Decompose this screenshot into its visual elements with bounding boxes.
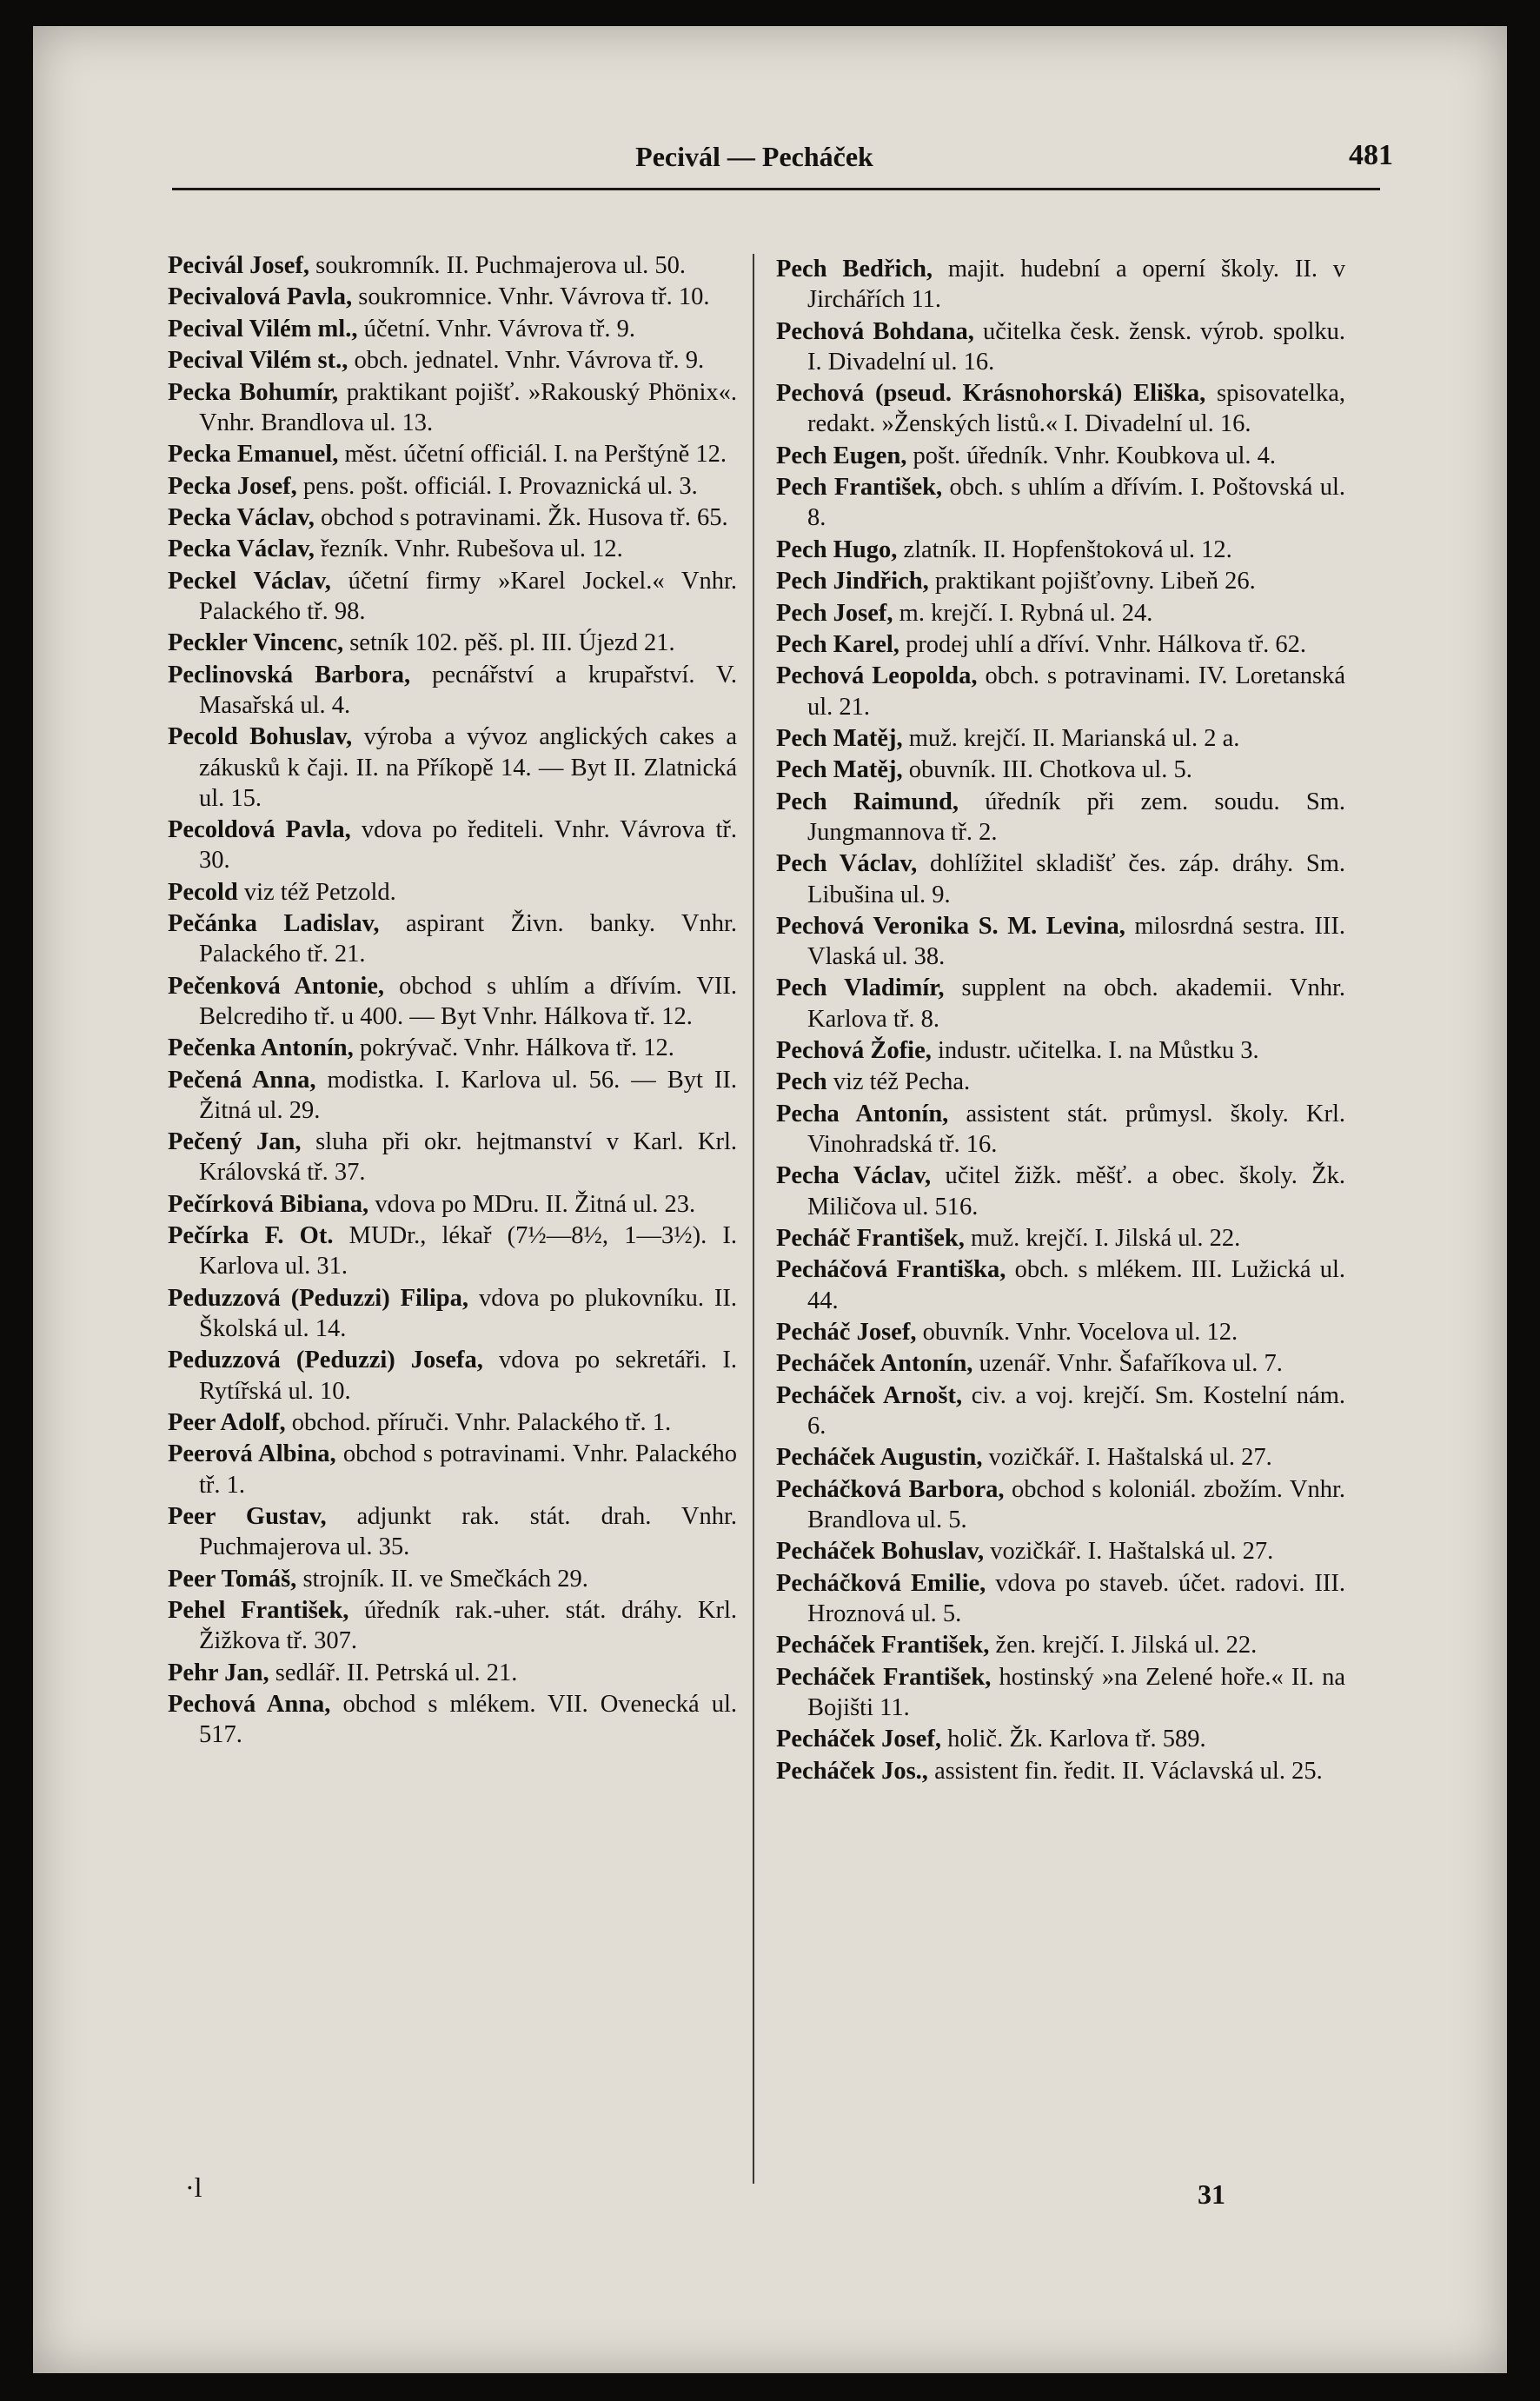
entry-name: Pehel František,	[168, 1596, 349, 1624]
entry-details: prodej uhlí a dříví. Vnhr. Hálkova tř. 62.	[906, 630, 1307, 658]
entry-name: Pecháček Josef,	[776, 1726, 941, 1753]
entry-details: pecnářství a krupařství. V. Masařská ul. 4.	[199, 661, 738, 719]
entry-name: Pecival Vilém ml.,	[168, 315, 358, 343]
directory-entry	[168, 314, 737, 344]
entry-details: civ. a voj. krejčí. Sm. Kostelní nám. 6.	[807, 1381, 1346, 1440]
directory-entry	[168, 660, 737, 721]
directory-entry	[168, 534, 737, 564]
entry-details: sedlář. II. Petrská ul. 21.	[275, 1659, 518, 1686]
entry-name: Pecha Antonín,	[776, 1100, 949, 1127]
directory-entry	[168, 1189, 737, 1220]
directory-entry	[776, 755, 1345, 785]
entry-details: m. krejčí. I. Rybná ul. 24.	[899, 599, 1153, 627]
entry-details: strojník. II. ve Smečkách 29.	[302, 1565, 588, 1593]
entry-name: Pech	[776, 1068, 827, 1096]
entry-name: Pecháč František,	[776, 1225, 965, 1253]
entry-name: Pechová Anna,	[168, 1690, 331, 1718]
entry-details: pens. pošt. officiál. I. Provaznická ul. 3.	[302, 472, 698, 500]
directory-entry	[168, 1689, 737, 1750]
entry-name: Pech Jindřich,	[776, 568, 929, 595]
entry-name: Pech Václav,	[776, 850, 918, 878]
entry-details: viz též Pecha.	[833, 1068, 971, 1096]
directory-entry	[168, 1033, 737, 1063]
entry-details: setník 102. pěš. pl. III. Újezd 21.	[349, 629, 675, 657]
entry-name: Pech Bedřich,	[776, 256, 933, 283]
entry-details: holič. Žk. Karlova tř. 589.	[947, 1726, 1206, 1753]
entry-name: Pečánka Ladislav,	[168, 910, 380, 938]
entry-name: Pecháček Antonín,	[776, 1350, 973, 1378]
entry-details: adjunkt rak. stát. drah. Vnhr. Puchmajerova ul. 35.	[199, 1503, 738, 1561]
entry-details: supplent na obch. akademii. Vnhr. Karlova tř. 8.	[807, 974, 1345, 1033]
directory-entry	[168, 1283, 737, 1344]
directory-entry	[168, 1127, 737, 1187]
entry-details: uzenář. Vnhr. Šafaříkova ul. 7.	[979, 1350, 1283, 1378]
entry-details: obchod s mlékem. VII. Ovenecká ul. 517.	[199, 1690, 737, 1749]
entry-details: obchod s koloniál. zbožím. Vnhr. Brandlova ul. 5.	[807, 1475, 1346, 1533]
directory-entry	[776, 848, 1345, 909]
directory-entry	[776, 254, 1345, 315]
entry-name: Pecoldová Pavla,	[168, 816, 351, 844]
entry-name: Pečený Jan,	[168, 1128, 302, 1156]
entry-details: vdova po řediteli. Vnhr. Vávrova tř. 30.	[199, 816, 737, 875]
entry-details: vozičkář. I. Haštalská ul. 27.	[990, 1538, 1274, 1566]
directory-entry	[168, 722, 737, 814]
directory-entry	[168, 439, 737, 469]
entry-details: žen. krejčí. I. Jilská ul. 22.	[995, 1632, 1258, 1659]
directory-entry	[776, 1662, 1345, 1723]
left-column	[168, 250, 737, 1752]
entry-details: MUDr., lékař (7½—8½, 1—3½). I. Karlova ul. 31.	[199, 1222, 737, 1280]
entry-name: Pechová Veronika S. M. Levina,	[776, 912, 1125, 940]
directory-entry	[776, 1380, 1345, 1441]
entry-details: zlatník. II. Hopfenštoková ul. 12.	[903, 535, 1232, 563]
footer-mark: ·l	[185, 2172, 202, 2203]
directory-entry	[776, 1254, 1345, 1315]
entry-name: Pecka Emanuel,	[168, 441, 339, 469]
directory-entry	[168, 628, 737, 658]
entry-name: Peduzzová (Peduzzi) Filipa,	[168, 1284, 469, 1312]
entry-name: Peer Adolf,	[168, 1409, 286, 1437]
directory-entry	[776, 661, 1345, 722]
entry-name: Pečenková Antonie,	[168, 972, 385, 1000]
directory-entry	[776, 629, 1345, 660]
entry-name: Pecold	[168, 878, 238, 906]
entry-details: obch. s uhlím a dřívím. I. Poštovská ul. 8.	[807, 474, 1346, 532]
directory-entry	[168, 566, 737, 627]
entry-details: aspirant Živn. banky. Vnhr. Palackého tř. 21.	[199, 910, 738, 968]
directory-entry	[776, 1035, 1345, 1066]
directory-entry	[776, 723, 1345, 754]
entry-details: vdova po MDru. II. Žitná ul. 23.	[375, 1190, 696, 1218]
directory-entry	[168, 971, 737, 1032]
directory-entry	[776, 566, 1345, 596]
page-number: 481	[1349, 139, 1393, 171]
signature-number: 31	[1198, 2178, 1225, 2210]
entry-name: Pecivalová Pavla,	[168, 283, 353, 311]
running-header: Pecivál — Pecháček	[635, 141, 873, 172]
entry-details: pošt. úředník. Vnhr. Koubkova ul. 4.	[913, 442, 1276, 469]
directory-entry	[168, 908, 737, 969]
entry-name: Pecháček František,	[776, 1663, 992, 1691]
entry-details: assistent stát. průmysl. školy. Krl. Vinohradská tř. 16.	[807, 1100, 1345, 1159]
header-rule	[172, 188, 1380, 190]
directory-entry	[776, 787, 1345, 848]
entry-name: Pechová (pseud. Krásnohorská) Eliška,	[776, 380, 1206, 408]
entry-name: Pehr Jan,	[168, 1659, 269, 1686]
entry-details: milosrdná sestra. III. Vlaská ul. 38.	[807, 912, 1346, 971]
entry-name: Pech František,	[776, 474, 943, 502]
entry-details: vdova po sekretáři. I. Rytířská ul. 10.	[199, 1347, 738, 1405]
directory-entry	[168, 1065, 737, 1126]
entry-details: obchod s uhlím a dřívím. VII. Belcrediho tř. u 400. — Byt Vnhr. Hálkova tř. 12.	[199, 972, 738, 1030]
entry-name: Pechová Žofie,	[776, 1037, 932, 1065]
directory-entry	[168, 282, 737, 312]
entry-name: Pečená Anna,	[168, 1066, 316, 1094]
entry-details: viz též Petzold.	[243, 878, 396, 906]
entry-name: Pech Hugo,	[776, 535, 898, 563]
entry-name: Pech Raimund,	[776, 788, 959, 815]
directory-entry	[168, 345, 737, 376]
directory-entry	[776, 1474, 1345, 1535]
entry-name: Pecháček Bohuslav,	[776, 1538, 985, 1566]
entry-name: Pecka Bohumír,	[168, 378, 339, 406]
entry-details: učitel žižk. měšť. a obec. školy. Žk. Miličova ul. 516.	[807, 1162, 1345, 1220]
entry-details: soukromnice. Vnhr. Vávrova tř. 10.	[358, 283, 710, 311]
directory-entry	[776, 911, 1345, 972]
entry-details: obuvník. Vnhr. Vocelova ul. 12.	[922, 1319, 1238, 1347]
entry-details: industr. učitelka. I. na Můstku 3.	[938, 1037, 1259, 1065]
entry-name: Peckel Václav,	[168, 567, 331, 595]
entry-details: výroba a vývoz anglických cakes a zákusků k čaji. II. na Příkopě 14. — Byt II. Zlatnická ul. 15.	[199, 723, 737, 812]
entry-name: Pech Karel,	[776, 630, 899, 658]
entry-details: pokrývač. Vnhr. Hálkova tř. 12.	[359, 1034, 674, 1062]
entry-details: obuvník. III. Chotkova ul. 5.	[908, 756, 1192, 784]
entry-details: muž. krejčí. I. Jilská ul. 22.	[971, 1225, 1241, 1253]
directory-entry	[776, 1536, 1345, 1566]
directory-entry	[168, 1220, 737, 1281]
entry-name: Pecháčková Barbora,	[776, 1475, 1005, 1503]
entry-name: Pecold Bohuslav,	[168, 723, 353, 751]
column-divider	[753, 254, 754, 2184]
directory-entry	[168, 815, 737, 875]
entry-details: vdova po staveb. účet. radovi. III. Hroznová ul. 5.	[807, 1569, 1345, 1627]
directory-entry	[168, 1564, 737, 1594]
directory-entry	[776, 1724, 1345, 1754]
entry-name: Pech Matěj,	[776, 724, 903, 752]
directory-entry	[776, 1348, 1345, 1379]
directory-entry	[776, 598, 1345, 629]
entry-name: Pecka Václav,	[168, 535, 315, 563]
directory-entry	[168, 1658, 737, 1688]
entry-details: obch. s potravinami. IV. Loretanská ul. 21.	[807, 662, 1345, 721]
entry-details: majit. hudební a operní školy. II. v Jirchářích 11.	[807, 256, 1345, 314]
entry-name: Pecháčková Emilie,	[776, 1569, 986, 1597]
entry-name: Pech Vladimír,	[776, 974, 945, 1002]
entry-details: měst. účetní officiál. I. na Perštýně 12.	[344, 441, 727, 469]
directory-entry	[776, 1161, 1345, 1221]
entry-details: obchod s potravinami. Žk. Husova tř. 65.	[321, 503, 728, 531]
directory-entry	[168, 377, 737, 438]
entry-name: Pečenka Antonín,	[168, 1034, 354, 1062]
directory-entry	[776, 535, 1345, 565]
entry-name: Peclinovská Barbora,	[168, 661, 411, 688]
directory-entry	[168, 1439, 737, 1500]
entry-name: Peer Gustav,	[168, 1503, 327, 1530]
entry-details: assistent fin. ředit. II. Václavská ul. 25.	[934, 1757, 1323, 1785]
directory-entry	[776, 472, 1345, 533]
entry-details: učitelka česk. žensk. výrob. spolku. I. Divadelní ul. 16.	[807, 317, 1346, 376]
entry-name: Pecivál Josef,	[168, 252, 310, 279]
entry-details: úředník rak.-uher. stát. dráhy. Krl. Žižkova tř. 307.	[199, 1596, 738, 1655]
entry-name: Pecháč Josef,	[776, 1319, 917, 1347]
entry-name: Peckler Vincenc,	[168, 629, 344, 657]
entry-details: obch. s mlékem. III. Lužická ul. 44.	[807, 1256, 1346, 1314]
entry-details: vdova po plukovníku. II. Školská ul. 14.	[199, 1284, 737, 1343]
entry-name: Pech Matěj,	[776, 756, 903, 784]
entry-name: Pecival Vilém st.,	[168, 347, 348, 375]
entry-name: Pech Eugen,	[776, 442, 907, 469]
entry-name: Pecháček František,	[776, 1632, 990, 1659]
entry-details: obchod s potravinami. Vnhr. Palackého tř. 1.	[199, 1440, 737, 1499]
directory-entry	[776, 316, 1345, 377]
directory-entry	[776, 1568, 1345, 1629]
directory-entry	[168, 502, 737, 533]
directory-entry	[776, 441, 1345, 471]
entry-details: muž. krejčí. II. Marianská ul. 2 a.	[908, 724, 1240, 752]
entry-details: praktikant pojišťovny. Libeň 26.	[934, 568, 1256, 595]
entry-details: obchod. příruči. Vnhr. Palackého tř. 1.	[291, 1409, 672, 1437]
directory-entry	[776, 1442, 1345, 1473]
entry-name: Peduzzová (Peduzzi) Josefa,	[168, 1347, 483, 1374]
directory-entry	[776, 378, 1345, 439]
entry-details: vozičkář. I. Haštalská ul. 27.	[988, 1444, 1272, 1472]
directory-entry	[168, 877, 737, 908]
right-column	[776, 254, 1345, 1787]
directory-entry	[776, 1317, 1345, 1347]
directory-page	[33, 26, 1507, 2373]
entry-name: Peer Tomáš,	[168, 1565, 297, 1593]
directory-entry	[168, 1407, 737, 1438]
directory-entry	[168, 1595, 737, 1656]
entry-name: Peerová Albina,	[168, 1440, 336, 1468]
directory-entry	[168, 1501, 737, 1562]
entry-name: Pecka Josef,	[168, 472, 297, 500]
entry-details: spisovatelka, redakt. »Ženských listů.« I. Divadelní ul. 16.	[807, 380, 1345, 438]
entry-details: sluha při okr. hejtmanství v Karl. Krl. Královská tř. 37.	[199, 1128, 738, 1187]
entry-name: Pečírka F. Ot.	[168, 1222, 334, 1250]
entry-details: dohlížitel skladišť čes. záp. dráhy. Sm. Libušina ul. 9.	[807, 850, 1346, 908]
directory-entry	[776, 973, 1345, 1034]
entry-name: Pecka Václav,	[168, 503, 315, 531]
directory-entry	[776, 1067, 1345, 1097]
directory-entry	[168, 250, 737, 281]
directory-entry	[776, 1630, 1345, 1660]
entry-name: Pecháčová Františka,	[776, 1256, 1006, 1284]
entry-name: Pechová Bohdana,	[776, 317, 974, 345]
entry-details: soukromník. II. Puchmajerova ul. 50.	[315, 252, 687, 279]
directory-entry	[168, 471, 737, 502]
entry-details: účetní. Vnhr. Vávrova tř. 9.	[363, 315, 635, 343]
directory-entry	[776, 1756, 1345, 1786]
entry-details: obch. jednatel. Vnhr. Vávrova tř. 9.	[354, 347, 705, 375]
entry-name: Pech Josef,	[776, 599, 893, 627]
entry-details: hostinský »na Zelené hoře.« II. na Bojišti 11.	[807, 1663, 1346, 1721]
entry-name: Pechová Leopolda,	[776, 662, 978, 690]
entry-name: Pečírková Bibiana,	[168, 1190, 369, 1218]
entry-name: Pecháček Arnošt,	[776, 1381, 963, 1409]
entry-details: modistka. I. Karlova ul. 56. — Byt II. Žitná ul. 29.	[199, 1066, 737, 1124]
directory-entry	[776, 1099, 1345, 1160]
entry-details: praktikant pojišť. »Rakouský Phönix«. Vnhr. Brandlova ul. 13.	[199, 378, 737, 436]
entry-details: úředník při zem. soudu. Sm. Jungmannova tř. 2.	[807, 788, 1345, 846]
entry-details: účetní firmy »Karel Jockel.« Vnhr. Palackého tř. 98.	[199, 567, 737, 625]
entry-details: řezník. Vnhr. Rubešova ul. 12.	[321, 535, 623, 563]
directory-entry	[776, 1223, 1345, 1254]
entry-name: Pecha Václav,	[776, 1162, 932, 1190]
entry-name: Pecháček Jos.,	[776, 1757, 928, 1785]
directory-entry	[168, 1345, 737, 1406]
entry-name: Pecháček Augustin,	[776, 1444, 983, 1472]
